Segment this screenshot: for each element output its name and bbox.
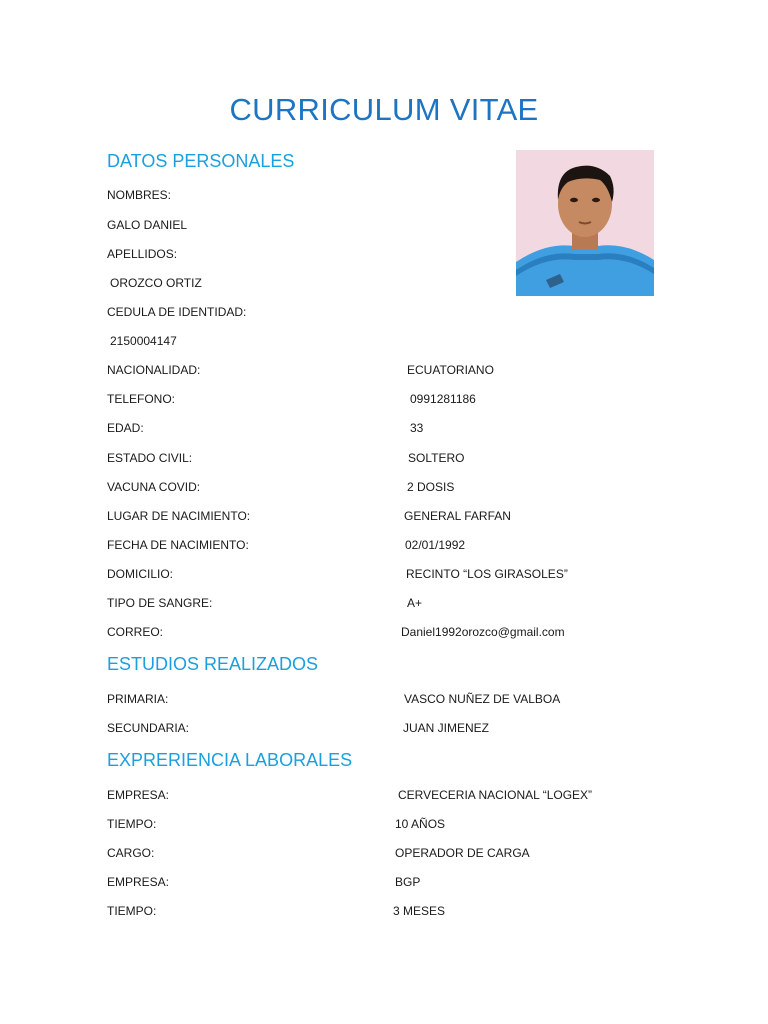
- field-value: OPERADOR DE CARGA: [395, 846, 530, 860]
- field-value: SOLTERO: [408, 451, 465, 465]
- field-value: 2150004147: [110, 334, 177, 348]
- field-value: 02/01/1992: [405, 538, 466, 552]
- field-value: JUAN JIMENEZ: [403, 721, 490, 735]
- field-label: DOMICILIO:: [107, 567, 174, 581]
- field-value: ECUATORIANO: [407, 363, 494, 377]
- field-value: CERVECERIA NACIONAL “LOGEX”: [398, 788, 593, 802]
- profile-photo: [516, 150, 654, 296]
- field-label: EDAD:: [107, 421, 144, 435]
- field-label: APELLIDOS:: [107, 247, 178, 261]
- section-heading-personal: DATOS PERSONALES: [107, 151, 295, 171]
- field-label: EMPRESA:: [107, 788, 170, 802]
- field-label: LUGAR DE NACIMIENTO:: [107, 509, 251, 523]
- section-heading-experience: EXPRERIENCIA LABORALES: [107, 750, 353, 770]
- page-title: CURRICULUM VITAE: [229, 92, 539, 127]
- field-label: PRIMARIA:: [107, 692, 169, 706]
- field-value: 10 AÑOS: [395, 817, 446, 831]
- field-label: SECUNDARIA:: [107, 721, 190, 735]
- field-label: TIEMPO:: [107, 817, 157, 831]
- field-value: GALO DANIEL: [107, 218, 188, 232]
- field-value: 3 MESES: [393, 904, 446, 918]
- field-label: EMPRESA:: [107, 875, 170, 889]
- field-value: 2 DOSIS: [407, 480, 455, 494]
- section-heading-studies: ESTUDIOS REALIZADOS: [107, 654, 319, 674]
- field-label: NACIONALIDAD:: [107, 363, 201, 377]
- field-label: CARGO:: [107, 846, 155, 860]
- field-value: VASCO NUÑEZ DE VALBOA: [404, 692, 561, 706]
- field-value: 33: [410, 421, 424, 435]
- field-label: CEDULA DE IDENTIDAD:: [107, 305, 247, 319]
- field-label: TIEMPO:: [107, 904, 157, 918]
- field-label: TELEFONO:: [107, 392, 176, 406]
- field-value: 0991281186: [410, 392, 476, 406]
- field-value: A+: [407, 596, 423, 610]
- field-label: CORREO:: [107, 625, 164, 639]
- field-value: OROZCO ORTIZ: [110, 276, 202, 290]
- profile-photo-image: [516, 150, 654, 296]
- field-value-email: Daniel1992orozco@gmail.com: [401, 625, 565, 639]
- field-label: FECHA DE NACIMIENTO:: [107, 538, 249, 552]
- field-label: VACUNA COVID:: [107, 480, 201, 494]
- field-value: GENERAL FARFAN: [404, 509, 511, 523]
- field-value: RECINTO “LOS GIRASOLES”: [406, 567, 568, 581]
- field-value: BGP: [395, 875, 421, 889]
- field-label: ESTADO CIVIL:: [107, 451, 193, 465]
- field-label: TIPO DE SANGRE:: [107, 596, 213, 610]
- field-label: NOMBRES:: [107, 188, 172, 202]
